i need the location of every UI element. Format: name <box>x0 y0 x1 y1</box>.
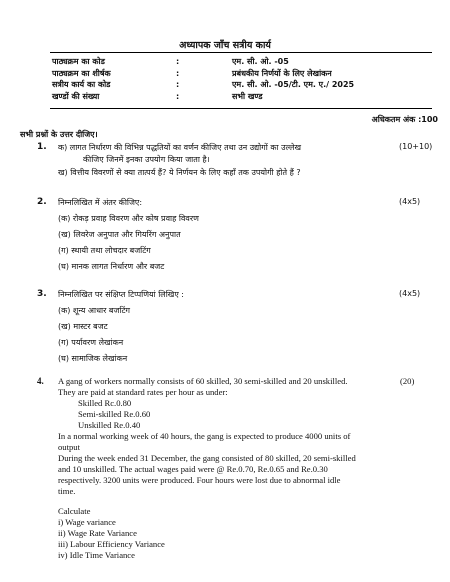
question-line: output <box>58 442 80 452</box>
question-line: In a normal working week of 40 hours, the gang is expected to produce 4000 units of <box>58 431 351 441</box>
info-value: एम. सी. ओ. -05/टी. एम. ए./ 2025 <box>232 80 355 90</box>
question-line: iv) Idle Time Variance <box>58 550 135 560</box>
question-line: (ख) लिवरेज अनुपात और गियरिंग अनुपात <box>58 230 181 239</box>
question-line: iii) Labour Efficiency Variance <box>58 539 165 549</box>
question-line: They are paid at standard rates per hour as under: <box>58 387 228 397</box>
question-line: Skilled Rс.0.80 <box>78 398 132 408</box>
question-marks: (20) <box>400 376 415 386</box>
question-line: निम्नलिखित में अंतर कीजिए: <box>58 198 143 207</box>
question-line: निम्नलिखित पर संक्षिप्त टिप्पणियां लिखिए : <box>58 290 185 299</box>
info-label: खण्डों की संख्या <box>52 91 100 101</box>
info-colon: : <box>176 91 180 101</box>
info-colon: : <box>176 68 180 78</box>
question-line: ख) वित्तीय विवरणों से क्या तात्पर्य हैं? ये निर्णयन के लिए कहाँ तक उपयोगी होते हैं ? <box>58 168 301 177</box>
question-line: Calculate <box>58 506 91 516</box>
question-line: (क) शून्य आधार बजटिंग <box>58 306 131 315</box>
question-marks: (4x5) <box>399 197 421 206</box>
info-label: सत्रीय कार्य का कोड <box>52 80 111 90</box>
question-line: Semi-skilled Re.0.60 <box>78 409 151 419</box>
info-row <box>50 68 356 80</box>
question-line: ii) Wage Rate Variance <box>58 528 137 538</box>
info-value: सभी खण्ड <box>232 91 263 101</box>
question-line: क) लागत निर्धारण की विभिन्न पद्धतियों का वर्णन कीजिए तथा उन उद्योगों का उल्लेख <box>58 143 302 152</box>
title-rule <box>50 52 432 53</box>
question-line: (ग) पर्यावरण लेखांकन <box>58 338 124 347</box>
question-marks: (10+10) <box>399 142 433 151</box>
question-marks: (4x5) <box>399 289 421 298</box>
question-line: time. <box>58 486 76 496</box>
max-marks: अधिकतम अंक :100 <box>371 115 438 124</box>
question-number: 1. <box>37 142 47 152</box>
question-line: and 10 unskilled. The actual wages paid were @ Re.0.70, Re.0.65 and Re.0.30 <box>58 464 328 474</box>
instruction: सभी प्रश्नों के उत्तर दीजिए। <box>20 130 98 139</box>
question-line: Unskilled Re.0.40 <box>78 420 141 430</box>
question-line: (घ) मानक लागत निर्धारण और बजट <box>58 262 165 271</box>
question-number: 4. <box>37 376 44 386</box>
question-line: कीजिए जिनमें इनका उपयोग किया जाता है। <box>83 155 210 164</box>
question-number: 2. <box>37 197 47 207</box>
info-row <box>50 91 356 103</box>
question-line: (ग) स्थायी तथा लोचदार बजटिंग <box>58 246 151 255</box>
info-colon: : <box>176 80 180 90</box>
question-line: respectively. 3200 units were produced. Four hours were lost due to abnormal idle <box>58 475 341 485</box>
info-row <box>50 79 356 91</box>
course-info-table <box>50 56 356 102</box>
question-line: A gang of workers normally consists of 60 skilled, 30 semi-skilled and 20 unskilled. <box>58 376 348 386</box>
info-value: एम. सी. ओ. -05 <box>232 57 289 67</box>
info-value: प्रबंधकीय निर्णयों के लिए लेखांकन <box>232 68 332 78</box>
question-line: (क) रोकड़ प्रवाह विवरण और कोष प्रवाह विवरण <box>58 214 199 223</box>
question-line: During the week ended 31 December, the gang consisted of 80 skilled, 20 semi-skilled <box>58 453 356 463</box>
info-label: पाठ्यक्रम का कोड <box>52 57 105 67</box>
info-colon: : <box>176 57 180 67</box>
info-bottom-rule <box>50 108 432 109</box>
question-line: (घ) सामाजिक लेखांकन <box>58 354 128 363</box>
question-line: i) Wage variance <box>58 517 116 527</box>
question-number: 3. <box>37 289 47 299</box>
question-line: (ख) मास्टर बजट <box>58 322 108 331</box>
info-row <box>50 56 356 68</box>
info-label: पाठ्यक्रम का शीर्षक <box>52 68 111 78</box>
page-title: अध्यापक जाँच सत्रीय कार्य <box>179 40 271 51</box>
